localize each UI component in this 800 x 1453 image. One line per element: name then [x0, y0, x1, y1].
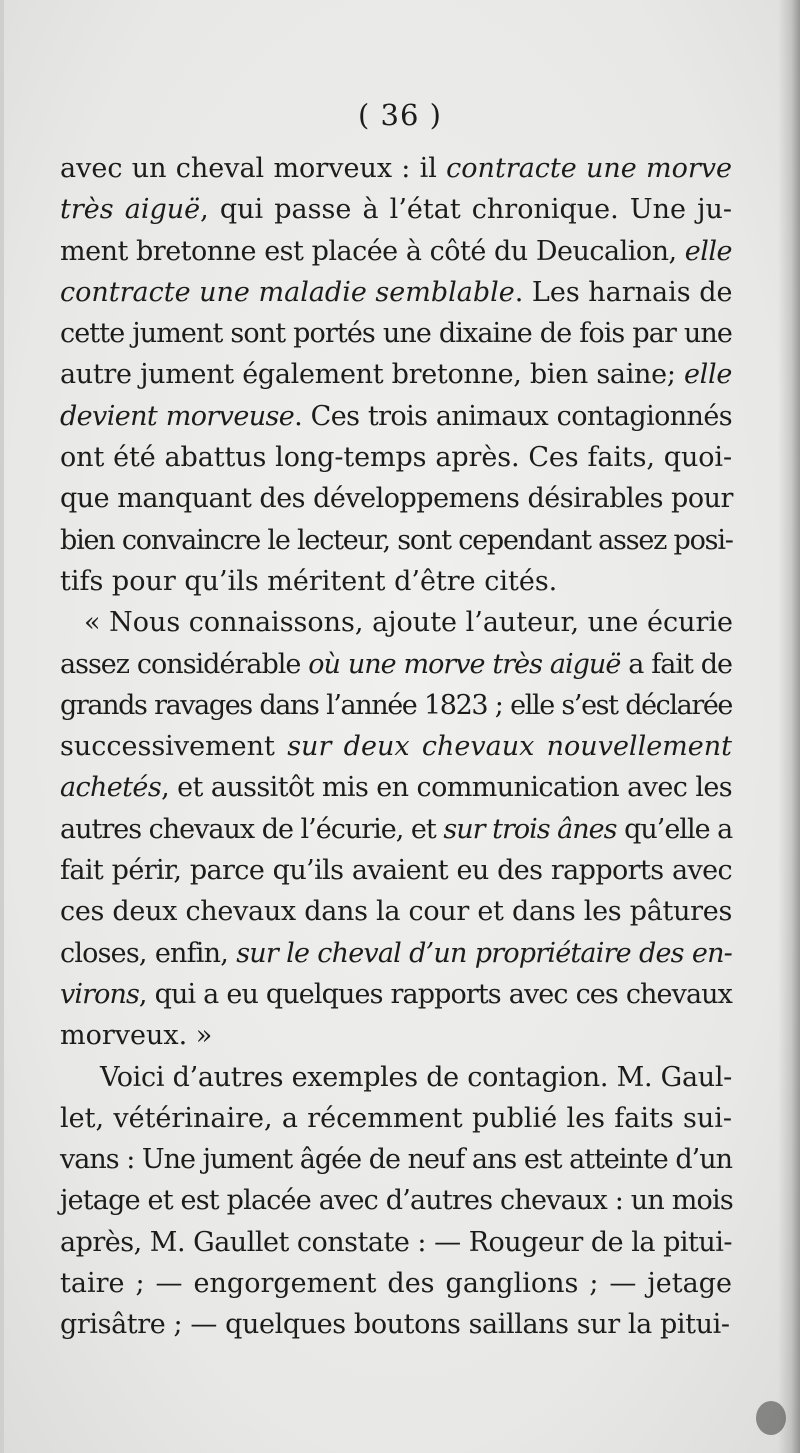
italic-text: où une morve très aiguë: [308, 648, 621, 680]
text-line: [60, 520, 732, 561]
text-line: [60, 891, 732, 932]
text-run: jetage et est placée avec d’autres chevaux : un mois: [60, 1185, 733, 1217]
text-run: après, M. Gaullet constate : — Rougeur de la pitui-: [60, 1226, 732, 1258]
text-line: [60, 231, 732, 272]
text-line: [60, 1098, 732, 1139]
text-run: avec un cheval morveux : il: [60, 153, 447, 184]
text-line: [60, 809, 732, 850]
italic-text: elle: [683, 359, 732, 391]
text-run: let, vétérinaire, a récemment publié les faits sui-: [60, 1102, 732, 1134]
text-line: [60, 1180, 732, 1221]
text-line: [60, 850, 732, 891]
text-run: assez considérable: [60, 648, 309, 680]
page-right-edge-shadow: [778, 0, 800, 1453]
ink-stain: [756, 1401, 786, 1435]
text-run: ont été abattus long-temps après. Ces faits, quoi-: [60, 442, 732, 474]
text-line: [60, 1139, 732, 1180]
text-line: [60, 272, 732, 313]
text-line: [60, 189, 732, 230]
text-run: grands ravages dans l’année 1823 ; elle s’est déclarée: [60, 689, 732, 721]
body-text: [60, 148, 732, 1346]
text-line: [60, 685, 732, 726]
text-run: successivement: [60, 731, 288, 763]
text-line: [60, 644, 732, 685]
text-run: Voici d’autres exemples de contagion. M. Gaul-: [100, 1061, 732, 1093]
text-run: , qui passe à l’état chronique. Une ju-: [200, 194, 732, 226]
italic-text: achetés: [60, 772, 162, 804]
page-left-edge: [0, 0, 4, 1453]
text-line: [60, 561, 732, 602]
italic-text: sur trois ânes: [443, 813, 617, 845]
text-line: [60, 602, 732, 643]
italic-text: virons: [60, 978, 139, 1010]
text-run: tifs pour qu’ils méritent d’être cités.: [60, 565, 558, 597]
text-line: [60, 1263, 732, 1304]
italic-text: contracte une morve: [446, 153, 732, 184]
text-line: [60, 726, 732, 767]
text-run: cette jument sont portés une dixaine de fois par une: [60, 318, 732, 350]
text-run: a fait de: [620, 648, 732, 680]
text-run: vans : Une jument âgée de neuf ans est atteinte d’un: [60, 1144, 732, 1176]
text-run: closes, enfin,: [60, 937, 237, 969]
text-line: [60, 396, 732, 437]
text-run: autres chevaux de l’écurie, et: [60, 813, 444, 845]
italic-text: contracte une maladie semblable: [60, 276, 515, 308]
text-line: [60, 1304, 732, 1345]
page-number: ( 36 ): [358, 98, 442, 132]
text-line: [60, 1222, 732, 1263]
text-line: [60, 1057, 732, 1098]
text-run: . Ces trois animaux contagionnés: [294, 400, 732, 432]
text-line: [60, 437, 732, 478]
text-run: qu’elle a: [616, 813, 733, 845]
italic-text: devient morveuse: [60, 400, 295, 432]
text-run: taire ; — engorgement des ganglions ; — jetage: [60, 1268, 732, 1300]
text-run: ces deux chevaux dans la cour et dans les pâtures: [60, 896, 732, 928]
italic-text: très aiguë: [60, 194, 201, 226]
text-run: que manquant des développemens désirables pour: [60, 483, 733, 515]
text-run: « Nous connaissons, ajoute l’auteur, une écurie: [84, 607, 733, 639]
text-run: . Les harnais de: [514, 276, 733, 308]
italic-text: sur le cheval d’un propriétaire des en-: [236, 937, 732, 969]
text-line: [60, 767, 732, 808]
italic-text: sur deux chevaux nouvellement: [287, 731, 732, 763]
text-line: [60, 933, 732, 974]
text-line: [60, 313, 732, 354]
text-line: [60, 974, 732, 1015]
text-run: grisâtre ; — quelques boutons saillans sur la pitui-: [60, 1309, 730, 1341]
text-run: , qui a eu quelques rapports avec ces chevaux: [138, 978, 732, 1010]
text-run: fait périr, parce qu’ils avaient eu des rapports avec: [60, 855, 732, 887]
text-run: autre jument également bretonne, bien saine;: [60, 359, 684, 391]
text-line: [60, 148, 732, 189]
text-line: [60, 354, 732, 395]
italic-text: elle: [684, 235, 732, 267]
text-run: , et aussitôt mis en communication avec les: [161, 772, 732, 804]
text-line: [60, 478, 732, 519]
text-line: [60, 1015, 732, 1056]
text-run: ment bretonne est placée à côté du Deucalion,: [60, 235, 685, 267]
text-run: morveux. »: [60, 1020, 213, 1052]
text-run: bien convaincre le lecteur, sont cependant assez posi-: [60, 524, 733, 556]
